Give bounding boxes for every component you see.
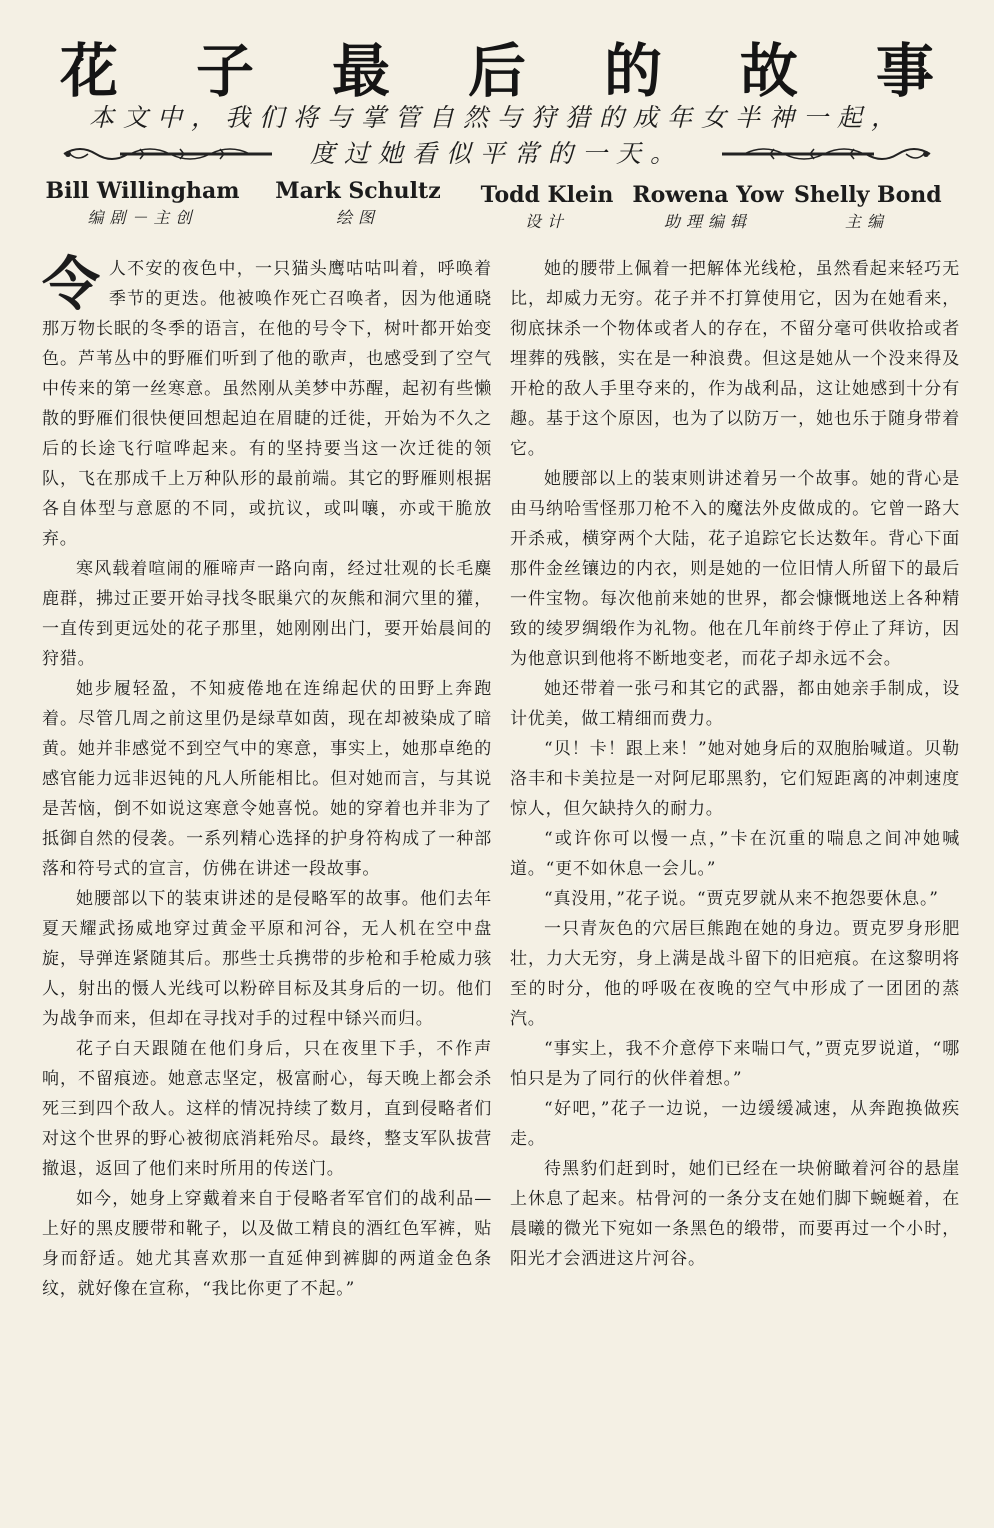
credit-name: Todd Klein — [480, 182, 614, 208]
paragraph: 她的腰带上佩着一把解体光线枪，虽然看起来轻巧无比，却威力无穷。花子并不打算使用它，因为在她看来，彻底抹杀一个物体或者人的存在，不留分毫可供收拾或者埋葬的残骸，实在是一种浪费。但这是她从一个没来得及开枪的敌人手里夺来的，作为战利品，这让她感到十分有趣。基于这个原因，也为了以防万一，她也乐于随身带着它。 — [510, 259, 960, 459]
paragraph-text: 人不安的夜色中，一只猫头鹰咕咕叫着，呼唤着季节的更迭。他被唤作死亡召唤者，因为他通晓那万物长眠的冬季的语言，在他的号令下，树叶都开始变色。芦苇丛中的野雁们听到了他的歌声，也感受到了空气中传来的第一丝寒意。虽然刚从美梦中苏醒，起初有些懒散的野雁们很快便回想起迫在眉睫的迁徙，开始为不久之后的长途飞行喧哗起来。有的坚持要当这一次迁徙的领队，飞在那成千上万种队形的最前端。其它的野雁则根据各自体型与意愿的不同，或抗议，或叫嚷，亦或干脆放弃。 — [42, 259, 492, 549]
page-title — [60, 38, 934, 104]
paragraph: 她还带着一张弓和其它的武器，都由她亲手制成，设计优美，做工精细而费力。 — [510, 679, 960, 729]
paragraph: 待黑豹们赶到时，她们已经在一块俯瞰着河谷的悬崖上休息了起来。枯骨河的一条分支在她们脚下蜿蜒着，在晨曦的微光下宛如一条黑色的缎带，而要再过一个小时，阳光才会洒进这片河谷。 — [510, 1159, 960, 1269]
paragraph: “真没用，”花子说。“贾克罗就从来不抱怨要休息。” — [544, 889, 939, 909]
subtitle-line-1: 本文中，我们将与掌管自然与狩猎的成年女半神一起， — [88, 103, 905, 132]
credit-name: Shelly Bond — [794, 182, 942, 208]
paragraph: 她腰部以上的装束则讲述着另一个故事。她的背心是由马纳哈雪怪那刀枪不入的魔法外皮做成的。它曾一路大开杀戒，横穿两个大陆，花子追踪它长达数年。背心下面那件金丝镶边的内衣，则是她的一位旧情人所留下的最后一件宝物。每次他前来她的世界，都会慷慨地送上各种精致的绫罗绸缎作为礼物。他在几年前终于停止了拜访，因为他意识到他将不断地变老，而花子却永远不会。 — [510, 469, 960, 669]
right-column — [510, 254, 960, 1274]
title-char: 故 — [739, 37, 798, 105]
ornament-left-icon — [60, 142, 280, 166]
credit-role: 绘图 — [335, 208, 380, 227]
paragraph: 花子白天跟随在他们身后，只在夜里下手，不作声响，不留痕迹。她意志坚定，极富耐心，每天晚上都会杀死三到四个敌人。这样的情况持续了数月，直到侵略者们对这个世界的野心被彻底消耗殆尽。最终，整支军队拔营撤退，返回了他们来时所用的传送门。 — [42, 1039, 492, 1179]
ornament-right-icon — [714, 142, 934, 166]
credit-design — [472, 180, 622, 234]
paragraph: 如今，她身上穿戴着来自于侵略者军官们的战利品—上好的黑皮腰带和靴子，以及做工精良的酒红色军裤，贴身而舒适。她尤其喜欢那一直延伸到裤脚的两道金色条纹，就好像在宣称，“我比你更了不起。” — [42, 1189, 492, 1299]
left-column — [42, 250, 492, 1304]
subtitle-line-2: 度过她看似平常的一天。 — [309, 139, 684, 168]
paragraph: 她步履轻盈，不知疲倦地在连绵起伏的田野上奔跑着。尽管几周之前这里仍是绿草如茵，现在却被染成了暗黄。她并非感觉不到空气中的寒意，事实上，她那卓绝的感官能力远非迟钝的凡人所能相比。但对她而言，与其说是苦恼，倒不如说这寒意令她喜悦。她的穿着也并非为了抵御自然的侵袭。一系列精心选择的护身符构成了一种部落和符号式的宣言，仿佛在讲述一段故事。 — [42, 679, 492, 879]
credit-name: Mark Schultz — [275, 178, 441, 204]
title-char: 事 — [875, 37, 934, 105]
paragraph — [42, 250, 492, 554]
credits — [40, 176, 940, 236]
credit-role: 设计 — [524, 212, 569, 231]
subtitle-row — [60, 136, 934, 172]
title-char: 的 — [603, 37, 662, 105]
credit-role: 编剧－主创 — [87, 208, 198, 227]
title-char: 后 — [467, 37, 526, 105]
title-char: 最 — [331, 37, 390, 105]
paragraph: 她腰部以下的装束讲述的是侵略军的故事。他们去年夏天耀武扬威地穿过黄金平原和河谷，无人机在空中盘旋，导弹连紧随其后。那些士兵携带的步枪和手枪威力骇人，射出的慑人光线可以粉碎目标及其身后的一切。他们为战争而来，但却在寻找对手的过程中铩兴而归。 — [42, 889, 492, 1029]
credit-role: 助理编辑 — [663, 212, 752, 231]
paragraph: 寒风载着喧闹的雁啼声一路向南，经过壮观的长毛麋鹿群，拂过正要开始寻找冬眠巢穴的灰熊和洞穴里的獾，一直传到更远处的花子那里，她刚刚出门，要开始晨间的狩猎。 — [42, 559, 492, 669]
paragraph: “贝！卡！跟上来！”她对她身后的双胞胎喊道。贝勒洛丰和卡美拉是一对阿尼耶黑豹，它们短距离的冲刺速度惊人，但欠缺持久的耐力。 — [510, 739, 960, 819]
credit-artist — [268, 176, 448, 230]
credit-name: Rowena Yow — [632, 182, 784, 208]
paragraph: 一只青灰色的穴居巨熊跑在她的身边。贾克罗身形肥壮，力大无穷，身上满是战斗留下的旧疤痕。在这黎明将至的时分，他的呼吸在夜晚的空气中形成了一团团的蒸汽。 — [510, 919, 960, 1029]
credit-editor — [794, 180, 940, 234]
credit-role: 主编 — [844, 212, 889, 231]
paragraph: “或许你可以慢一点，”卡在沉重的喘息之间冲她喊道。“更不如休息一会儿。” — [510, 829, 960, 879]
paragraph: “事实上，我不介意停下来喘口气，”贾克罗说道，“哪怕只是为了同行的伙伴着想。” — [510, 1039, 960, 1089]
credit-name: Bill Willingham — [45, 178, 240, 204]
drop-cap: 令 — [42, 250, 101, 318]
paragraph: “好吧，”花子一边说，一边缓缓减速，从奔跑换做疾走。 — [510, 1099, 960, 1149]
title-char: 花 — [60, 37, 119, 105]
title-char: 子 — [195, 37, 254, 105]
credit-assistant-editor — [628, 180, 788, 234]
credit-writer — [40, 176, 245, 230]
